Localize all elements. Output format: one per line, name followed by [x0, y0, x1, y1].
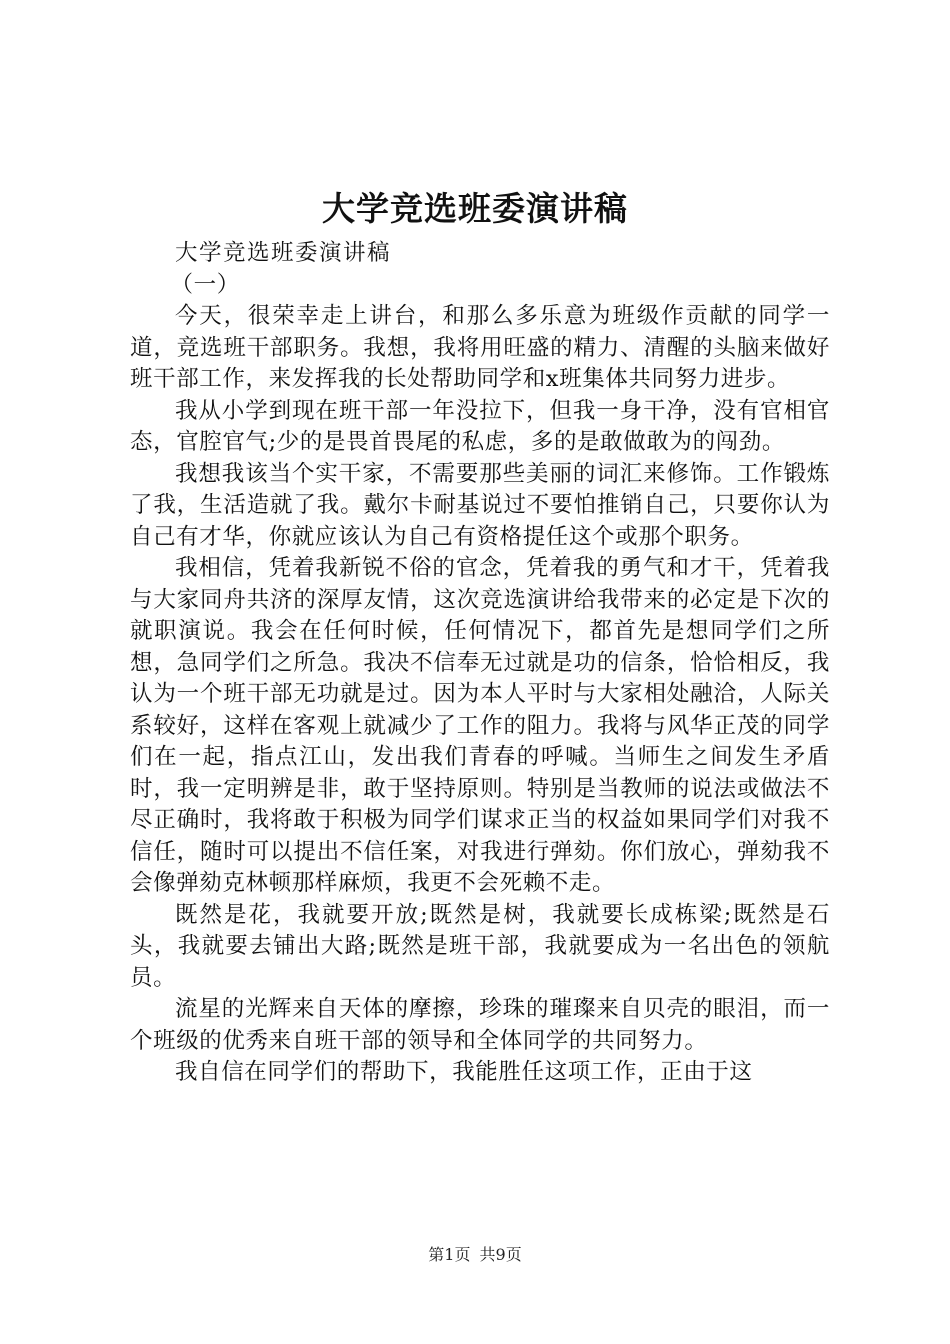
page-title: 大学竞选班委演讲稿 [322, 189, 628, 228]
paragraph: 我想我该当个实干家，不需要那些美丽的词汇来修饰。工作锻炼了我，生活造就了我。戴尔卡耐基说过不要怕推销自己，只要你认为自己有才华，你就应该认为自己有资格提任这个或那个职务。 [130, 460, 830, 550]
section-marker: （一） [170, 271, 240, 298]
paragraph: 我自信在同学们的帮助下，我能胜任这项工作，正由于这 [175, 1059, 753, 1085]
paragraph: 今天，很荣幸走上讲台，和那么多乐意为班级作贡献的同学一道，竞选班干部职务。我想，我将用旺盛的精力、清醒的头脑来做好班干部工作，来发挥我的长处帮助同学和x班集体共同努力进步。 [130, 303, 830, 392]
paragraph: 既然是花，我就要开放;既然是树，我就要长成栋梁;既然是石头，我就要去铺出大路;既然是班干部，我就要成为一名出色的领航员。 [130, 901, 830, 991]
page-footer [0, 1244, 950, 1266]
document-body [130, 238, 830, 1089]
paragraph: 流星的光辉来自天体的摩擦，珍珠的璀璨来自贝壳的眼泪，而一个班级的优秀来自班干部的领导和全体同学的共同努力。 [130, 996, 830, 1054]
page-number: 第1页 [428, 1245, 471, 1264]
page-total: 共9页 [479, 1245, 522, 1264]
paragraph: 我相信，凭着我新锐不俗的官念，凭着我的勇气和才干，凭着我与大家同舟共济的深厚友情，这次竞选演讲给我带来的必定是下次的就职演说。我会在任何时候，任何情况下，都首先是想同学们之所想，急同学们之所急。我决不信奉无过就是功的信条，恰恰相反，我认为一个班干部无功就是过。因为本人平时与大家相处融洽，人际关系较好，这样在客观上就减少了工作的阻力。我将与风华正茂的同学们在一起，指点江山，发出我们青春的呼喊。当师生之间发生矛盾时，我一定明辨是非，敢于坚持原则。特别是当教师的说法或做法不尽正确时，我将敢于积极为同学们谋求正当的权益如果同学们对我不信任，随时可以提出不信任案，对我进行弹劾。你们放心，弹劾我不会像弹劾克林顿那样麻烦，我更不会死赖不走。 [130, 555, 830, 896]
document-subtitle: 大学竞选班委演讲稿 [175, 240, 392, 266]
paragraph: 我从小学到现在班干部一年没拉下，但我一身干净，没有官相官态，官腔官气;少的是畏首畏尾的私虑，多的是敢做敢为的闯劲。 [130, 397, 830, 455]
